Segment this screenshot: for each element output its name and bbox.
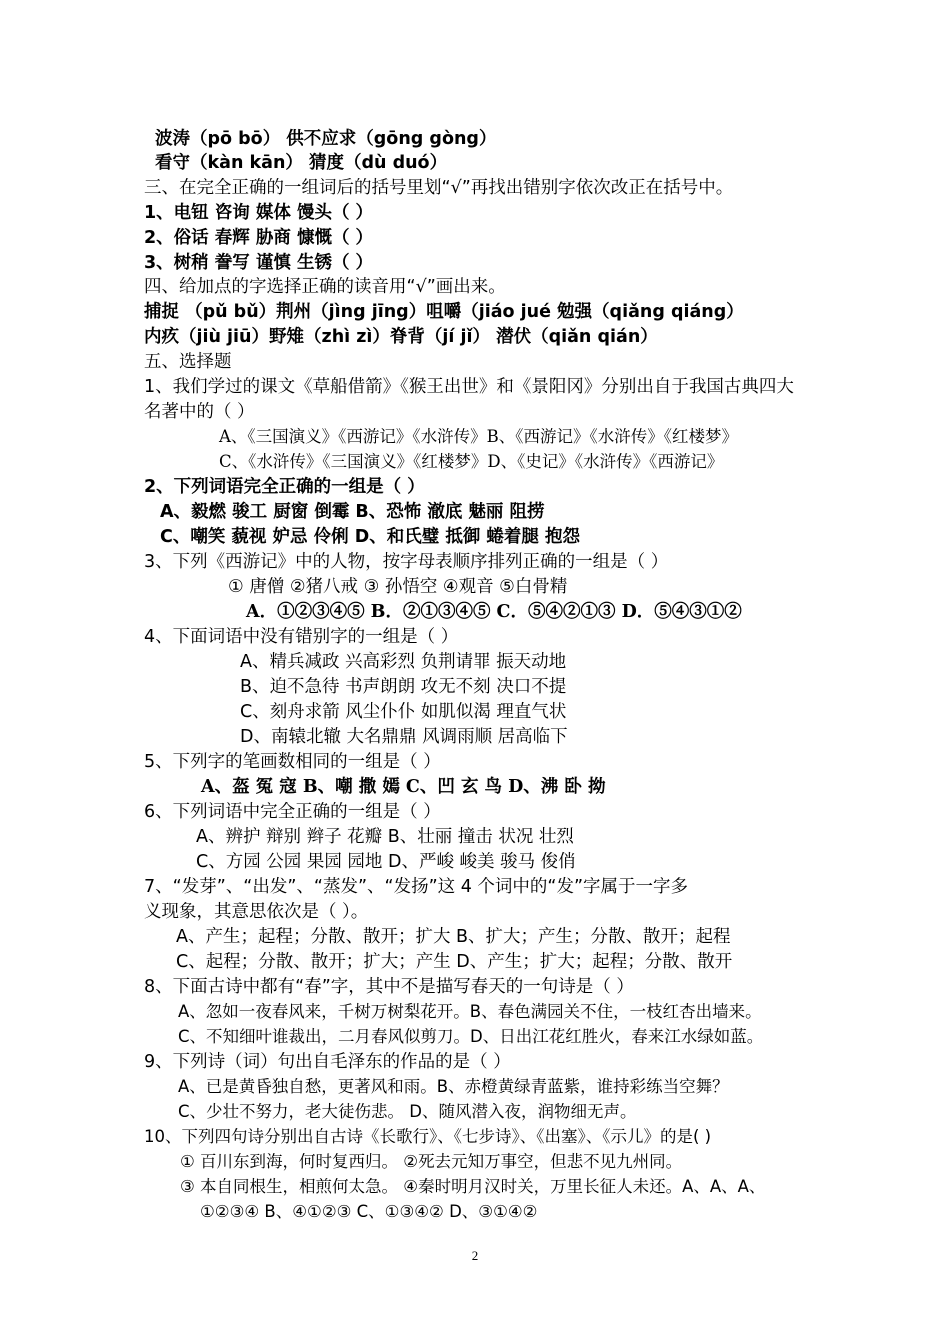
answer-option: C、起程；分散、散开；扩大；产生 D、产生；扩大；起程；分散、散开 bbox=[176, 952, 733, 972]
answer-option: D、南辕北辙 大名鼎鼎 风调雨顺 居高临下 bbox=[240, 727, 568, 747]
section-5-heading: 五、选择题 bbox=[144, 352, 232, 372]
question-text: 6、下列词语中完全正确的一组是（ ） bbox=[144, 802, 441, 822]
pinyin-line-1: 波涛（pō bō） 供不应求（gōng gòng） bbox=[155, 129, 497, 149]
question-text: 5、下列字的笔画数相同的一组是（ ） bbox=[144, 752, 441, 772]
question-text: 9、下列诗（词）句出自毛泽东的作品的是（ ） bbox=[144, 1052, 511, 1072]
poem-line: ① 百川东到海，何时复西归。 ②死去元知万事空，但悲不见九州同。 bbox=[180, 1152, 683, 1171]
page-number: 2 bbox=[471, 1248, 479, 1263]
answer-option: ①②③④ B、④①②③ C、①③④② D、③①④② bbox=[200, 1202, 538, 1221]
question-item: 1、电钮 咨询 媒体 馒头（ ） bbox=[144, 203, 374, 223]
answer-option: A、辨护 辩别 辫子 花瓣 B、壮丽 撞击 状况 壮烈 bbox=[196, 827, 574, 847]
answer-option: A、产生；起程；分散、散开；扩大 B、扩大；产生；分散、散开；起程 bbox=[176, 927, 731, 947]
question-text: 2、下列词语完全正确的一组是（ ） bbox=[144, 477, 425, 497]
question-text: 义现象，其意思依次是（ ）。 bbox=[144, 902, 369, 922]
answer-option: A、精兵减政 兴高彩烈 负荆请罪 振天动地 bbox=[240, 652, 567, 672]
answer-option: C、不知细叶谁裁出，二月春风似剪刀。D、日出江花红胜火，春来江水绿如蓝。 bbox=[178, 1027, 764, 1046]
pinyin-choice-line: 内疚（jiù jiū）野雉（zhì zì）脊背（jí jǐ） 潜伏（qiǎn qián） bbox=[144, 327, 658, 347]
question-text: 7、“发芽”、“出发”、“蒸发”、“发扬”这 4 个词中的“发”字属于一字多 bbox=[144, 877, 689, 897]
answer-option: C、《水浒传》《三国演义》《红楼梦》D、《史记》《水浒传》《西游记》 bbox=[219, 452, 724, 471]
answer-option: C、嘲笑 藐视 妒忌 伶俐 D、和氏璧 抵御 蜷着腿 抱怨 bbox=[160, 527, 581, 547]
answer-option: B、迫不急待 书声朗朗 攻无不刻 决口不提 bbox=[240, 677, 567, 697]
answer-option: A、《三国演义》《西游记》《水浒传》B、《西游记》《水浒传》《红楼梦》 bbox=[219, 427, 739, 446]
answer-option: C、方园 公园 果园 园地 D、严峻 峻美 骏马 俊俏 bbox=[196, 852, 576, 872]
section-4-heading: 四、给加点的字选择正确的读音用“√”画出来。 bbox=[144, 277, 506, 297]
answer-option: A、毅燃 骏工 厨窗 倒霉 B、恐怖 澈底 魅丽 阻捞 bbox=[160, 502, 545, 522]
pinyin-line-2: 看守（kàn kān） 猜度（dù duó） bbox=[155, 153, 448, 173]
answer-option: A．①②③④⑤ B．②①③④⑤ C．⑤④②①③ D．⑤④③①② bbox=[246, 602, 742, 622]
answer-option: A、忽如一夜春风来，千树万树梨花开。B、春色满园关不住，一枝红杏出墙来。 bbox=[178, 1002, 762, 1021]
question-item: 2、俗话 春辉 胁商 慷慨（ ） bbox=[144, 228, 374, 248]
section-3-heading: 三、在完全正确的一组词后的括号里划“√”再找出错别字依次改正在括号中。 bbox=[144, 178, 734, 198]
answer-option: C、少壮不努力，老大徒伤悲。 D、随风潜入夜，润物细无声。 bbox=[178, 1102, 637, 1121]
question-text: 名著中的（ ） bbox=[144, 402, 255, 422]
answer-option: A、盔 冤 寇 B、嘲 撒 嫣 C、凹 玄 鸟 D、沸 卧 拗 bbox=[201, 777, 606, 797]
answer-option: C、刻舟求箭 风尘仆仆 如肌似渴 理直气状 bbox=[240, 702, 567, 722]
answer-option: A、已是黄昏独自愁，更著风和雨。B、赤橙黄绿青蓝紫，谁持彩练当空舞？ bbox=[178, 1077, 729, 1096]
pinyin-choice-line: 捕捉 （pǔ bǔ）荆州（jìng jīng）咀嚼（jiáo jué 勉强（qiǎng qiáng） bbox=[144, 302, 744, 322]
question-item: 3、树稍 誊写 谨慎 生锈（ ） bbox=[144, 253, 374, 273]
question-text: 8、下面古诗中都有“春”字，其中不是描写春天的一句诗是（ ） bbox=[144, 977, 634, 997]
question-text: 10、下列四句诗分别出自古诗《长歌行》、《七步诗》、《出塞》、《示儿》的是( ) bbox=[144, 1127, 712, 1146]
question-text: 3、下列《西游记》中的人物，按字母表顺序排列正确的一组是（ ） bbox=[144, 552, 669, 572]
answer-option: ① 唐僧 ②猪八戒 ③ 孙悟空 ④观音 ⑤白骨精 bbox=[228, 577, 568, 597]
question-text: 4、下面词语中没有错别字的一组是（ ） bbox=[144, 627, 459, 647]
poem-line: ③ 本自同根生，相煎何太急。 ④秦时明月汉时关，万里长征人未还。A、A、A、 bbox=[180, 1177, 766, 1196]
question-text: 1、我们学过的课文《草船借箭》《猴王出世》和《景阳冈》分别出自于我国古典四大 bbox=[144, 377, 794, 397]
